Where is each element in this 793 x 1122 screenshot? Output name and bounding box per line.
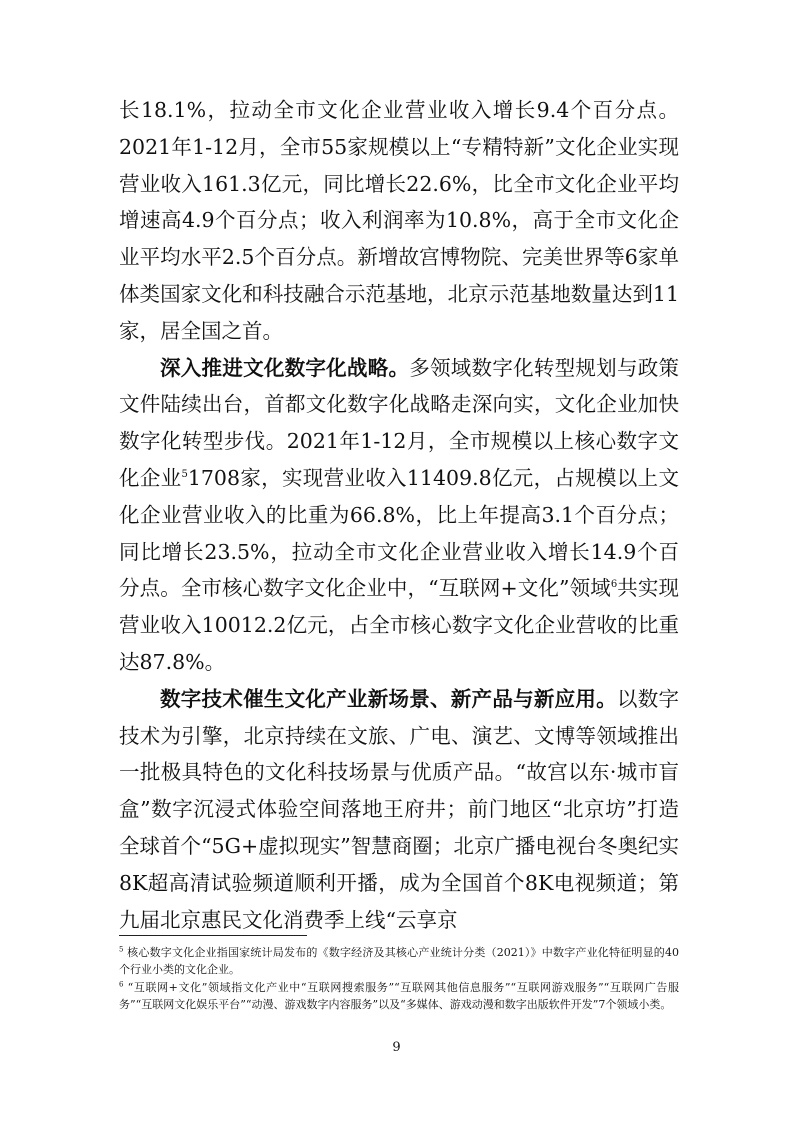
paragraph-3: [119, 681, 679, 939]
paragraph-2-text-b: 1708家，实现营业收入11409.8亿元，占规模以上文化企业营业收入的比重为66.8%，比上年提高3.1个百分点；同比增长23.5%，拉动全市文化企业营业收入增长14.9个百分点。全市核心数字文化企业中，“互联网+文化”领域: [119, 465, 679, 601]
paragraph-2-text-c: 共实现营业收入10012.2亿元，占全市核心数字文化企业营收的比重达87.8%。: [119, 576, 680, 674]
footnote-ref-5[interactable]: 5: [181, 469, 188, 481]
footnote-5-mark: 5: [119, 945, 124, 954]
footnote-divider: [119, 935, 307, 936]
footnote-5: [119, 945, 679, 978]
footnote-6-text: “互联网+文化”领域指文化产业中“互联网搜索服务”“互联网其他信息服务”“互联网游戏服务”“互联网广告服务”“互联网文化娱乐平台”“动漫、游戏数字内容服务”以及“多媒体、游戏动漫和数字出版软件开发”7个领域小类。: [119, 981, 680, 1011]
paragraph-2-text-a: 多领域数字化转型规划与政策文件陆续出台，首都文化数字化战略走深向实，文化企业加快数字化转型步伐。2021年1-12月，全市规模以上核心数字文化企业: [119, 355, 679, 490]
paragraph-3-lead: 数字技术催生文化产业新场景、新产品与新应用。: [160, 686, 617, 711]
paragraph-2-lead: 深入推进文化数字化战略。: [160, 355, 410, 380]
paragraph-3-text: 以数字技术为引擎，北京持续在文旅、广电、演艺、文博等领域推出一批极具特色的文化科技场景与优质产品。“故宫以东·城市盲盒”数字沉浸式体验空间落地王府井；前门地区“北京坊”打造全球首个“5G+虚拟现实”智慧商圈；北京广播电视台冬奥纪实8K超高清试验频道顺利开播，成为全国首个8K电视频道；第九届北京惠民文化消费季上线“云享京: [119, 686, 680, 932]
footnote-6: [119, 980, 679, 1013]
footnote-ref-6[interactable]: 6: [610, 579, 618, 591]
page-number: 9: [392, 1040, 401, 1055]
footnote-6-mark: 6: [119, 980, 124, 989]
footnotes: [119, 945, 679, 1015]
paragraph-2: [119, 350, 679, 681]
body-text: [119, 92, 679, 938]
footnote-5-text: 核心数字文化企业指国家统计局发布的《数字经济及其核心产业统计分类（2021）》中数字产业化特征明显的40个行业小类的文化企业。: [119, 946, 679, 976]
paragraph-1: 长18.1%，拉动全市文化企业营业收入增长9.4个百分点。2021年1-12月，全市55家规模以上“专精特新”文化企业实现营业收入161.3亿元，同比增长22.6%，比全市文化企业平均增速高4.9个百分点；收入利润率为10.8%，高于全市文化企业平均水平2.5个百分点。新增故宫博物院、完美世界等6家单体类国家文化和科技融合示范基地，北京示范基地数量达到11家，居全国之首。: [119, 98, 679, 343]
